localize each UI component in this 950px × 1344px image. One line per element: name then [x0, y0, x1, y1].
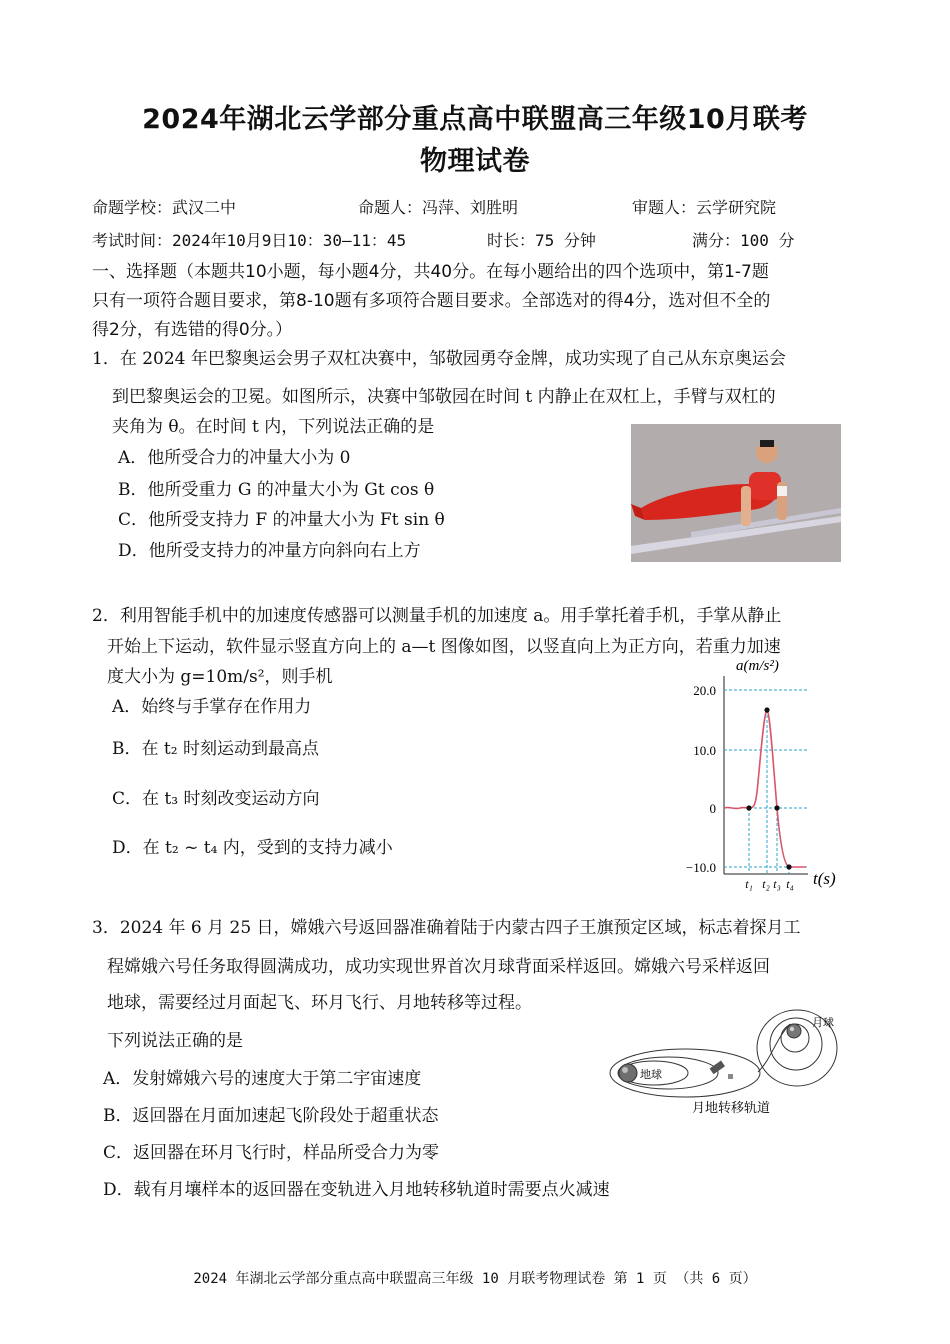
q3-stem-2: 程嫦娥六号任务取得圆满成功，成功实现世界首次月球背面采样返回。嫦娥六号采样返回	[107, 957, 770, 977]
q2-stem-2: 开始上下运动，软件显示竖直方向上的 a—t 图像如图，以竖直向上为正方向，若重力加速	[107, 637, 781, 657]
x-tick-t3: t₃	[773, 877, 781, 891]
q1-option-b: B．他所受重力 G 的冲量大小为 Gt cos θ	[118, 480, 435, 500]
earth-moon-transfer-diagram	[600, 1006, 860, 1121]
q2-option-d: D．在 t₂ ~ t₄ 内，受到的支持力减小	[112, 838, 393, 858]
q2-option-a: A．始终与手掌存在作用力	[112, 697, 312, 717]
author-label: 命题人：冯萍、刘胜明	[358, 198, 519, 217]
school-label: 命题学校：武汉二中	[92, 198, 237, 217]
gymnast-illustration	[631, 424, 841, 562]
moon-icon	[787, 1024, 801, 1038]
q2-stem-3: 度大小为 g=10m/s²，则手机	[107, 667, 333, 687]
point-t4	[786, 864, 791, 869]
x-tick-t4: t₄	[786, 877, 794, 891]
section-instructions-1: 一、选择题（本题共10小题，每小题4分，共40分。在每小题给出的四个选项中，第1-7题	[92, 262, 769, 282]
q1-stem-1: 1．在 2024 年巴黎奥运会男子双杠决赛中，邹敬园勇夺金牌，成功实现了自己从东京奥运会	[92, 349, 786, 369]
x-tick-t2: t₂	[762, 877, 770, 891]
earth-icon	[619, 1064, 637, 1082]
q3-option-c: C．返回器在环月飞行时，样品所受合力为零	[103, 1143, 440, 1163]
score-label: 满分：100 分	[692, 231, 795, 250]
y-tick-0: 0	[709, 801, 716, 816]
acceleration-curve	[724, 710, 806, 867]
q3-option-b: B．返回器在月面加速起飞阶段处于超重状态	[103, 1106, 439, 1126]
graph-y-axis-label: a(m/s²)	[736, 658, 779, 674]
point-t3	[774, 805, 779, 810]
section-instructions-3: 得2分，有选错的得0分。）	[92, 320, 293, 340]
earth-label: 地球	[640, 1069, 662, 1081]
q1-option-c: C．他所受支持力 F 的冲量大小为 Ft sin θ	[118, 510, 445, 530]
y-tick-minus-10: −10.0	[685, 860, 716, 875]
q2-option-c: C．在 t₃ 时刻改变运动方向	[112, 789, 320, 809]
q3-stem-3: 地球，需要经过月面起飞、环月飞行、月地转移等过程。	[107, 993, 532, 1013]
q3-stem-1: 3．2024 年 6 月 25 日，嫦娥六号返回器准确着陆于内蒙古四子王旗预定区域，标志着探月工	[92, 918, 801, 938]
q3-stem-4: 下列说法正确的是	[107, 1031, 243, 1051]
q1-stem-2: 到巴黎奥运会的卫冕。如图所示，决赛中邹敬园在时间 t 内静止在双杠上，手臂与双杠的	[112, 387, 776, 407]
q3-option-a: A．发射嫦娥六号的速度大于第二宇宙速度	[103, 1069, 422, 1089]
page-footer: 2024 年湖北云学部分重点高中联盟高三年级 10 月联考物理试卷 第 1 页 （共 6 页）	[193, 1271, 757, 1287]
gymnast-photo	[631, 424, 841, 562]
spacecraft-icon	[710, 1061, 733, 1079]
q1-stem-3: 夹角为 θ。在时间 t 内，下列说法正确的是	[112, 417, 435, 437]
point-t1	[746, 805, 751, 810]
exam-title: 2024年湖北云学部分重点高中联盟高三年级10月联考	[142, 104, 808, 135]
x-tick-t1: t₁	[745, 877, 753, 891]
time-label: 考试时间：2024年10月9日10：30—11：45	[92, 231, 407, 250]
point-t2	[764, 707, 769, 712]
y-tick-20: 20.0	[693, 683, 716, 698]
y-tick-10: 10.0	[693, 743, 716, 758]
graph-x-axis-label: t(s)	[813, 869, 836, 888]
duration-label: 时长：75 分钟	[487, 231, 596, 250]
exam-subtitle: 物理试卷	[420, 146, 530, 177]
q3-option-d: D．载有月壤样本的返回器在变轨进入月地转移轨道时需要点火减速	[103, 1180, 610, 1200]
q1-option-a: A．他所受合力的冲量大小为 0	[118, 448, 351, 468]
acceleration-time-graph	[670, 652, 850, 897]
q2-option-b: B．在 t₂ 时刻运动到最高点	[112, 739, 319, 759]
q1-option-d: D．他所受支持力的冲量方向斜向右上方	[118, 541, 421, 561]
orbit-caption: 月地转移轨道	[692, 1100, 771, 1115]
q2-stem-1: 2．利用智能手机中的加速度传感器可以测量手机的加速度 a。用手掌托着手机，手掌从静止	[92, 606, 782, 626]
reviewer-label: 审题人：云学研究院	[632, 198, 777, 217]
section-instructions-2: 只有一项符合题目要求，第8-10题有多项符合题目要求。全部选对的得4分，选对但不全的	[92, 291, 771, 311]
moon-label: 月球	[812, 1017, 834, 1029]
